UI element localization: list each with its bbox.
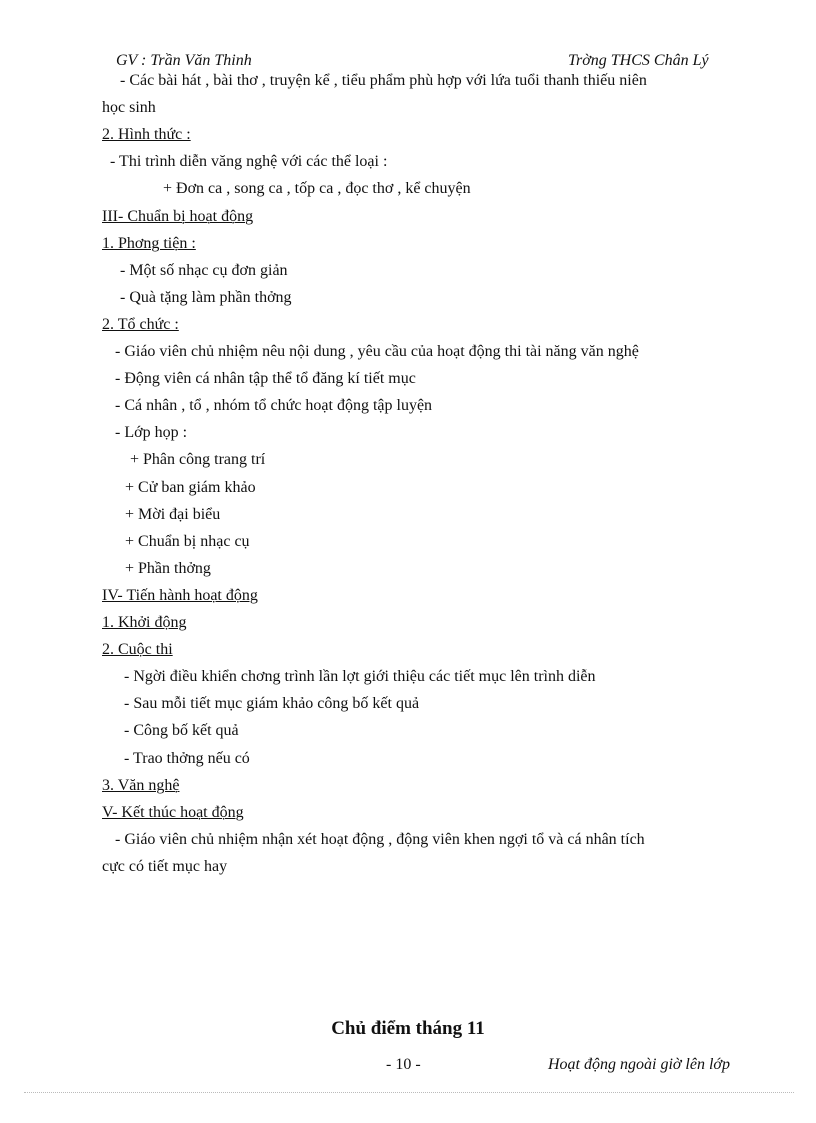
section-heading: 1. Khởi động — [102, 614, 187, 631]
page-border-dotted — [24, 1092, 794, 1093]
body-line: - Các bài hát , bài thơ , truyện kể , tiểu phẩm phù hợp với lứa tuổi thanh thiếu niên — [120, 72, 647, 89]
body-line: - Quà tặng làm phần thởng — [120, 288, 292, 306]
body-line: - Giáo viên chủ nhiệm nêu nội dung , yêu cầu của hoạt động thi tài năng văn nghệ — [115, 343, 639, 360]
section-heading: 1. Phơng tiện : — [102, 234, 196, 252]
body-line: - Giáo viên chủ nhiệm nhận xét hoạt động , động viên khen ngợi tổ và cá nhân tích — [115, 830, 645, 848]
body-line: + Chuẩn bị nhạc cụ — [125, 532, 250, 550]
body-line: - Thi trình diễn văng nghệ với các thể loại : — [110, 153, 388, 171]
section-heading: 2. Tổ chức : — [102, 315, 179, 333]
page-number: - 10 - — [386, 1056, 421, 1073]
section-title: Chủ điểm tháng 11 — [331, 1018, 485, 1039]
body-line: + Mời đại biểu — [125, 505, 221, 523]
body-line: - Một số nhạc cụ đơn giản — [120, 261, 288, 279]
body-line: - Lớp họp : — [115, 424, 188, 442]
body-line: + Phần thởng — [125, 559, 211, 577]
body-line: + Phân công trang trí — [130, 451, 266, 469]
section-heading: 3. Văn nghệ — [102, 776, 180, 794]
section-heading: 2. Cuộc thi — [102, 641, 173, 659]
section-heading: IV- Tiến hành hoạt động — [102, 586, 258, 604]
body-line: - Sau mỗi tiết mục giám khảo công bố kết quả — [124, 695, 420, 713]
body-line: - Động viên cá nhân tập thể tổ đăng kí tiết mục — [115, 370, 416, 388]
header-school: Trờng THCS Chân Lý — [568, 52, 709, 69]
body-line: - Trao thởng nếu có — [124, 749, 250, 767]
footer-subject: Hoạt động ngoài giờ lên lớp — [548, 1056, 730, 1073]
body-line: + Cử ban giám khảo — [125, 478, 256, 496]
section-heading: 2. Hình thức : — [102, 126, 191, 144]
body-line: cực có tiết mục hay — [102, 857, 228, 875]
body-line: - Công bố kết quả — [124, 722, 239, 740]
body-line: học sinh — [102, 99, 156, 117]
body-line: - Ngời điều khiển chơng trình lần lợt giới thiệu các tiết mục lên trình diễn — [124, 668, 596, 686]
section-heading: V- Kết thúc hoạt động — [102, 803, 244, 821]
body-line: - Cá nhân , tổ , nhóm tổ chức hoạt động tập luyện — [115, 397, 433, 415]
header-teacher: GV : Trần Văn Thinh — [116, 52, 252, 69]
section-heading: III- Chuẩn bị hoạt động — [102, 207, 254, 225]
body-line: + Đơn ca , song ca , tốp ca , đọc thơ , kể chuyện — [163, 180, 471, 198]
